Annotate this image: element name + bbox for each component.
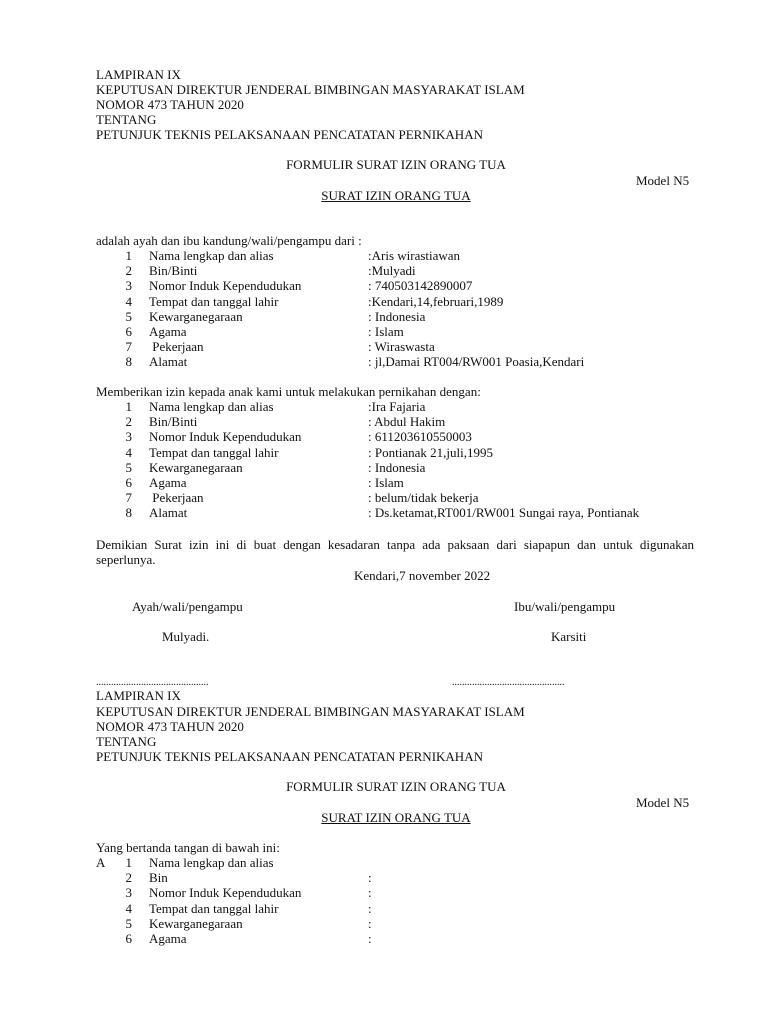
item-number: 1: [125, 248, 132, 263]
list-item: [0, 475, 768, 490]
list-item: [0, 294, 768, 309]
list-item: [0, 309, 768, 324]
annex-label: LAMPIRAN IX: [96, 67, 181, 82]
item-number: 1: [125, 855, 132, 870]
decree-title-2: KEPUTUSAN DIREKTUR JENDERAL BIMBINGAN MASYARAKAT ISLAM: [96, 704, 525, 719]
item-label: Nama lengkap dan alias: [149, 399, 274, 414]
item-number: 4: [125, 293, 132, 309]
item-label: Kewarganegaraan: [149, 915, 243, 931]
item-label: Nama lengkap dan alias: [149, 248, 274, 263]
decree-number-2: NOMOR 473 TAHUN 2020: [96, 719, 244, 734]
item-number: 7: [125, 490, 132, 506]
item-value: :: [368, 900, 372, 916]
list-item: [0, 490, 768, 505]
item-label: Tempat dan tanggal lahir: [149, 900, 279, 916]
item-number: 1: [125, 399, 132, 414]
letter-title: SURAT IZIN ORANG TUA: [321, 188, 471, 203]
item-label: Agama: [149, 931, 187, 946]
item-label: Pekerjaan: [149, 490, 204, 506]
left-signer-name: Mulyadi.: [162, 629, 210, 644]
item-value: :Mulyadi: [368, 263, 416, 279]
decree-number: NOMOR 473 TAHUN 2020: [96, 97, 244, 112]
letter-title-2-wrap: [96, 810, 696, 825]
item-value: : Ds.ketamat,RT001/RW001 Sungai raya, Pontianak: [368, 505, 640, 521]
item-number: 7: [125, 339, 132, 355]
item-number: 3: [125, 278, 132, 294]
item-number: 3: [125, 885, 132, 901]
item-label: Bin: [149, 870, 168, 886]
item-value: :Aris wirastiawan: [368, 248, 461, 263]
annex-label-2: LAMPIRAN IX: [96, 688, 181, 703]
item-label: Agama: [149, 324, 187, 339]
about-label-2: TENTANG: [96, 734, 157, 749]
item-value: :: [368, 931, 372, 946]
list-item: [0, 885, 768, 900]
right-signer-role: Ibu/wali/pengampu: [514, 599, 616, 614]
model-label-2: Model N5: [636, 795, 690, 810]
item-value: : Islam: [368, 475, 404, 490]
item-label: Tempat dan tanggal lahir: [149, 444, 279, 460]
model-label: Model N5: [636, 173, 690, 188]
item-value: : Pontianak 21,juli,1995: [368, 444, 493, 460]
item-number: 4: [125, 444, 132, 460]
item-value: :: [368, 885, 372, 901]
list-item: [0, 901, 768, 916]
place-date: Kendari,7 november 2022: [354, 568, 491, 583]
list-item: [0, 916, 768, 931]
list-item: [0, 354, 768, 369]
list-item: [0, 278, 768, 293]
item-number: 2: [125, 414, 132, 430]
item-value: : Indonesia: [368, 308, 426, 324]
item-number: 8: [125, 505, 132, 521]
list-item: [0, 429, 768, 444]
item-label: Alamat: [149, 354, 188, 370]
item-label: Nomor Induk Kependudukan: [149, 429, 302, 445]
item-number: 8: [125, 354, 132, 370]
letter-title-2: SURAT IZIN ORANG TUA: [321, 810, 471, 825]
list-item: [0, 339, 768, 354]
item-label: Pekerjaan: [149, 339, 204, 355]
parent-intro: adalah ayah dan ibu kandung/wali/pengampu dari :: [96, 233, 362, 248]
letter-title-wrap: [96, 188, 696, 203]
item-value: : Wiraswasta: [368, 339, 435, 355]
list-item: [0, 855, 768, 870]
list-item: [0, 445, 768, 460]
item-label: Alamat: [149, 505, 188, 521]
list-item: [0, 399, 768, 414]
item-value: :: [368, 870, 372, 886]
item-number: 5: [125, 915, 132, 931]
list-item: [0, 870, 768, 885]
item-value: : Abdul Hakim: [368, 414, 446, 430]
item-value: : 611203610550003: [368, 429, 472, 445]
child-intro: Memberikan izin kepada anak kami untuk melakukan pernikahan dengan:: [96, 384, 481, 399]
item-label: Bin/Binti: [149, 414, 198, 430]
item-value: : jl,Damai RT004/RW001 Poasia,Kendari: [368, 354, 585, 370]
right-signer-name: Karsiti: [551, 629, 587, 644]
list-item: [0, 263, 768, 278]
item-value: : Islam: [368, 324, 404, 339]
item-value: : belum/tidak bekerja: [368, 490, 479, 506]
item-value: :: [368, 915, 372, 931]
list-item: [0, 931, 768, 946]
item-value: : 740503142890007: [368, 278, 473, 294]
item-label: Agama: [149, 475, 187, 490]
closing-statement: Demikian Surat izin ini di buat dengan kesadaran tanpa ada paksaan dari siapapun dan untuk digunakan seperlunya.: [96, 537, 694, 567]
list-item: [0, 248, 768, 263]
item-number: 2: [125, 870, 132, 886]
item-label: Bin/Binti: [149, 263, 198, 279]
item-number: 5: [125, 459, 132, 475]
item-number: 3: [125, 429, 132, 445]
item-value: :Kendari,14,februari,1989: [368, 293, 504, 309]
about-label: TENTANG: [96, 112, 157, 127]
item-label: Nomor Induk Kependudukan: [149, 278, 302, 294]
form-title-2: FORMULIR SURAT IZIN ORANG TUA: [286, 779, 506, 794]
item-value: :Ira Fajaria: [368, 399, 426, 414]
item-value: : Indonesia: [368, 459, 426, 475]
left-signature-line: .............................................: [96, 677, 209, 688]
list-item: [0, 460, 768, 475]
item-label: Tempat dan tanggal lahir: [149, 293, 279, 309]
list-item: [0, 505, 768, 520]
item-label: Nomor Induk Kependudukan: [149, 885, 302, 901]
left-signer-role: Ayah/wali/pengampu: [132, 599, 243, 614]
item-number: 4: [125, 900, 132, 916]
item-label: Nama lengkap dan alias: [149, 855, 274, 870]
form-title: FORMULIR SURAT IZIN ORANG TUA: [286, 157, 506, 172]
decree-subject-2: PETUNJUK TEKNIS PELAKSANAAN PENCATATAN PERNIKAHAN: [96, 749, 483, 764]
item-number: 6: [125, 475, 132, 490]
decree-subject: PETUNJUK TEKNIS PELAKSANAAN PENCATATAN PERNIKAHAN: [96, 127, 483, 142]
item-number: 5: [125, 308, 132, 324]
decree-title: KEPUTUSAN DIREKTUR JENDERAL BIMBINGAN MASYARAKAT ISLAM: [96, 82, 525, 97]
item-number: 6: [125, 931, 132, 946]
list-item: [0, 414, 768, 429]
list-item: [0, 324, 768, 339]
item-label: Kewarganegaraan: [149, 459, 243, 475]
item-number: 2: [125, 263, 132, 279]
right-signature-line: .............................................: [452, 677, 565, 688]
item-label: Kewarganegaraan: [149, 308, 243, 324]
item-number: 6: [125, 324, 132, 339]
form2-section-letter: A: [96, 855, 106, 870]
form2-intro: Yang bertanda tangan di bawah ini:: [96, 840, 280, 855]
